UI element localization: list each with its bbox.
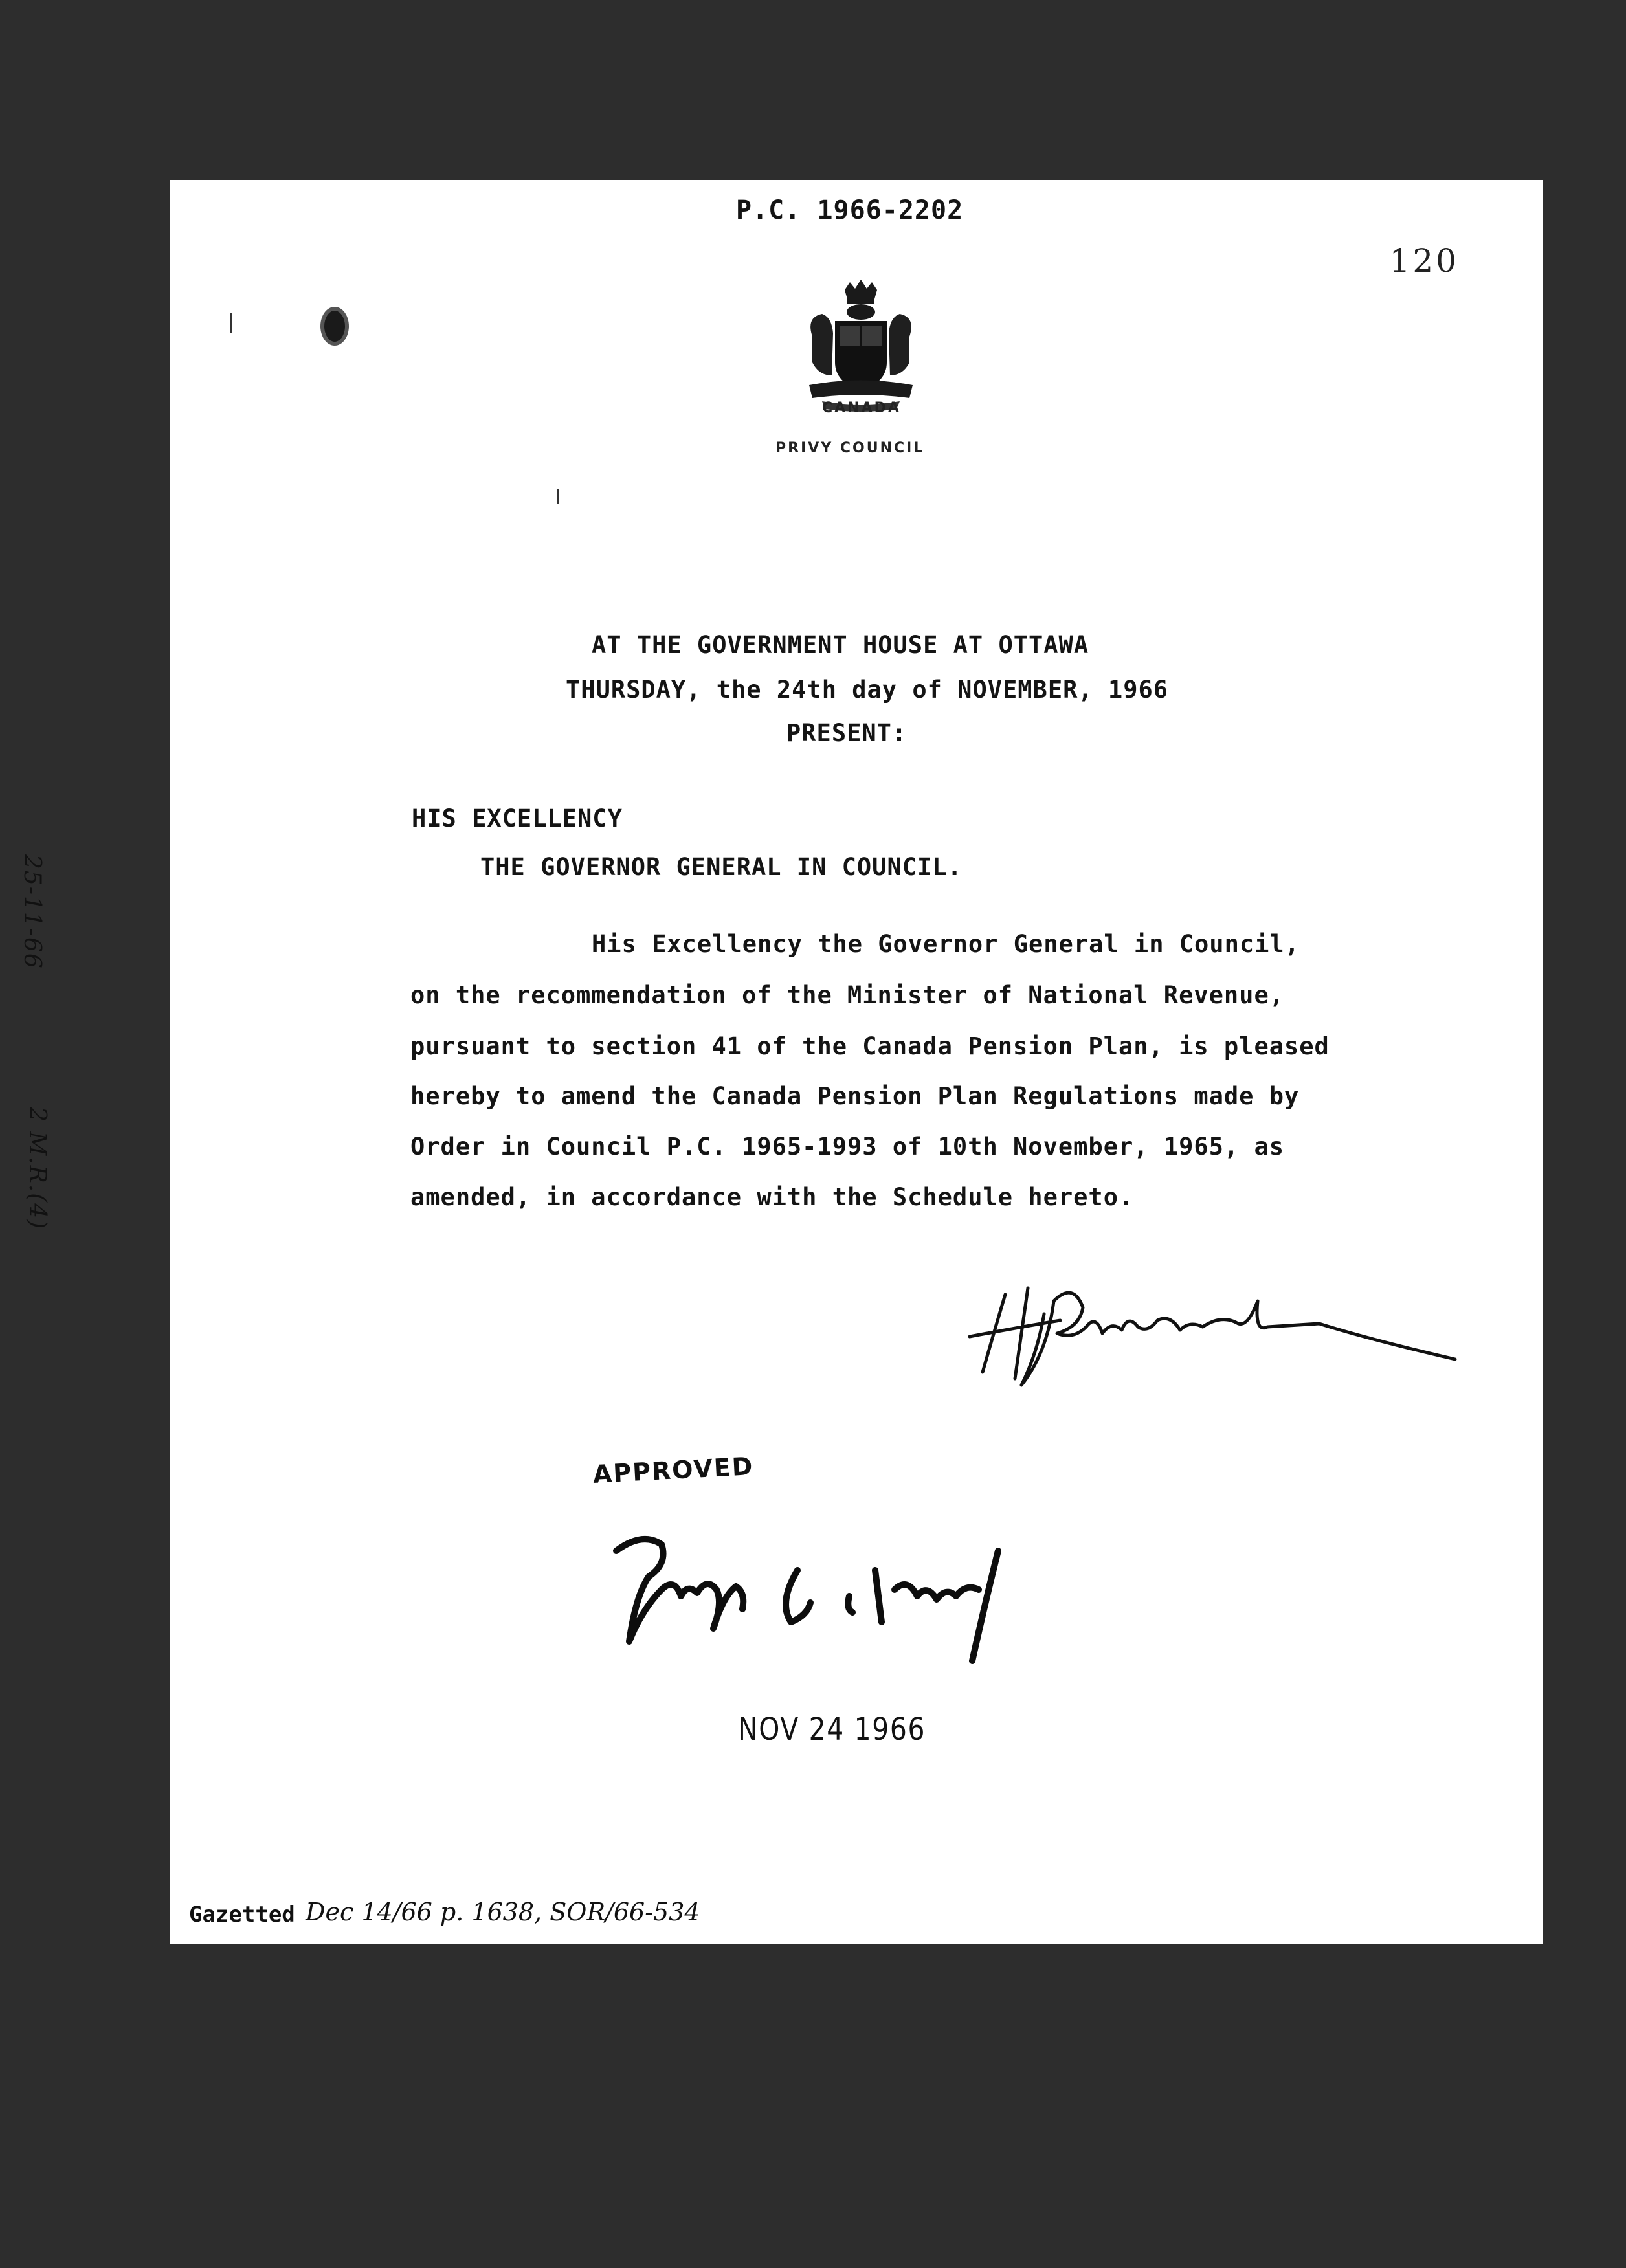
body-line: amended, in accordance with the Schedule hereto.	[410, 1183, 1134, 1211]
governor-general-signature	[584, 1512, 1050, 1667]
approval-date-stamp: NOV 24 1966	[738, 1711, 926, 1748]
coat-of-arms-icon	[793, 278, 929, 414]
crest-country: CANADA	[822, 400, 901, 416]
scan-mark	[557, 489, 559, 504]
margin-note: 25-11-66	[19, 854, 45, 970]
approved-label: APPROVED	[592, 1452, 755, 1489]
place-line: AT THE GOVERNMENT HOUSE AT OTTAWA	[592, 631, 1089, 659]
scan-mark	[230, 313, 232, 333]
body-line: His Excellency the Governor General in Council,	[592, 930, 1300, 958]
crest-council: PRIVY COUNCIL	[775, 440, 925, 456]
margin-note: 2 M.R.(4)	[24, 1107, 50, 1230]
body-line: on the recommendation of the Minister of National Revenue,	[410, 981, 1285, 1009]
body-line: pursuant to section 41 of the Canada Pension Plan, is pleased	[410, 1032, 1330, 1060]
council-line: THE GOVERNOR GENERAL IN COUNCIL.	[480, 853, 963, 881]
order-number: P.C. 1966-2202	[736, 195, 964, 225]
date-line: THURSDAY, the 24th day of NOVEMBER, 1966	[566, 676, 1169, 704]
page-number: 120	[1389, 242, 1459, 280]
body-line: hereby to amend the Canada Pension Plan Regulations made by	[410, 1082, 1300, 1110]
excellency-line: HIS EXCELLENCY	[412, 805, 623, 832]
present-line: PRESENT:	[786, 719, 908, 747]
gazette-note: Gazetted	[189, 1902, 295, 1928]
order-in-council-page	[170, 180, 1543, 1944]
punch-hole	[320, 307, 349, 346]
gazette-handwritten-reference: Dec 14/66 p. 1638, SOR/66-534	[306, 1898, 700, 1926]
clerk-signature	[944, 1275, 1462, 1392]
body-line: Order in Council P.C. 1965-1993 of 10th November, 1965, as	[410, 1133, 1285, 1161]
